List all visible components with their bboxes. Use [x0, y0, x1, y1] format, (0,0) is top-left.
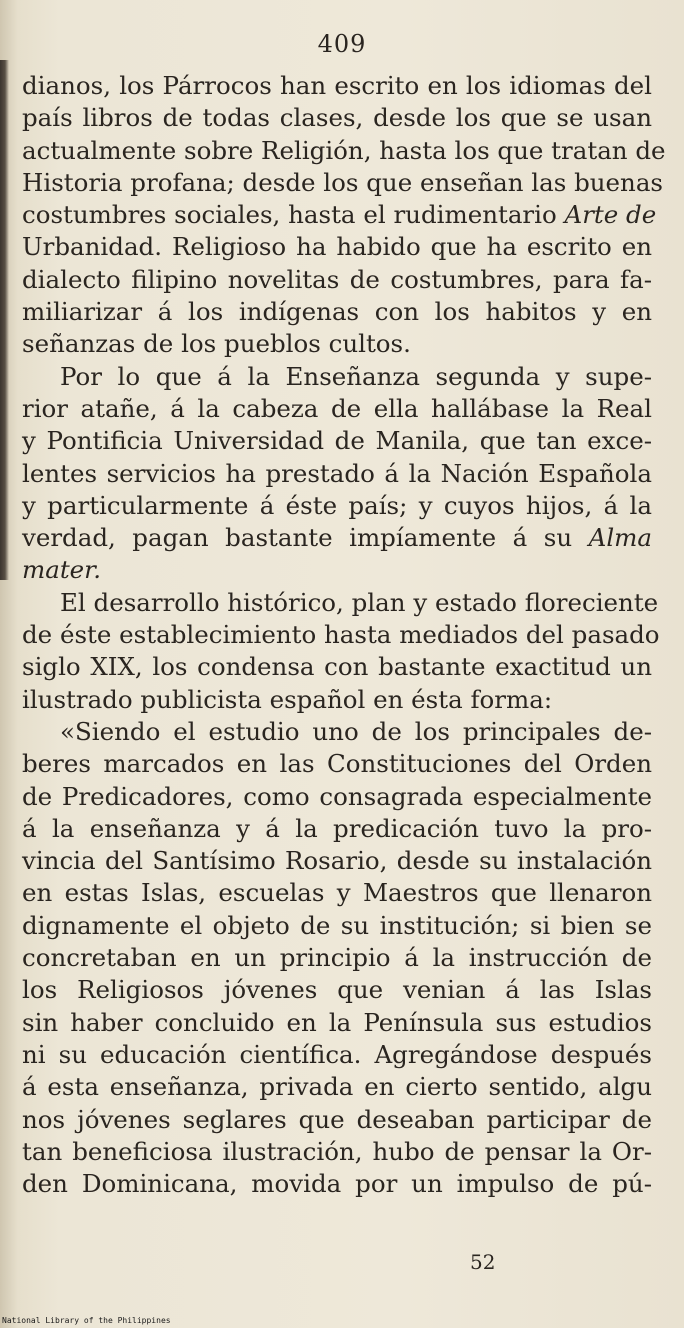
- text-line: nos jóvenes seglares que deseaban participar de: [22, 1104, 652, 1134]
- text-line: «Siendo el estudio uno de los principales de-: [60, 716, 652, 746]
- text-line: de éste establecimiento hasta mediados del pasado: [22, 620, 660, 650]
- text-line: dianos, los Párrocos han escrito en los idiomas del: [22, 71, 652, 100]
- text-line: los Religiosos jóvenes que venian á las Islas: [22, 975, 652, 1005]
- text-line: costumbres sociales, hasta el rudimentario Arte de: [22, 200, 657, 230]
- text-line: siglo XIX, los condensa con bastante exactitud un: [22, 652, 652, 682]
- italic-phrase: mater.: [22, 555, 101, 585]
- text-line: país libros de todas clases, desde los que se usan: [22, 103, 652, 133]
- text-line: concretaban en un principio á la instrucción de: [22, 943, 652, 973]
- text-line: ilustrado publicista español en ésta forma:: [22, 684, 553, 714]
- text-line: Por lo que á la Enseñanza segunda y supe-: [60, 361, 652, 391]
- text-line: Historia profana; desde los que enseñan las buenas: [22, 167, 664, 197]
- text-line: El desarrollo histórico, plan y estado floreciente: [60, 587, 659, 617]
- text-line: á esta enseñanza, privada en cierto sentido, algu: [22, 1072, 652, 1102]
- signature-number: 52: [470, 1250, 496, 1274]
- text-line: y particularmente á éste país; y cuyos hijos, á la: [22, 490, 652, 520]
- text-line: dialecto filipino novelitas de costumbres, para fa-: [22, 264, 652, 294]
- text-line: [22, 554, 652, 586]
- page-spine-shadow: [0, 60, 9, 580]
- italic-phrase: Arte de: [564, 200, 657, 230]
- text-line: actualmente sobre Religión, hasta los que tratan de: [22, 135, 666, 165]
- text-line: miliarizar á los indígenas con los habitos y en: [22, 297, 652, 327]
- page-number: 409: [317, 30, 367, 58]
- text-line: tan beneficiosa ilustración, hubo de pensar la Or-: [22, 1136, 652, 1166]
- text-line: verdad, pagan bastante impíamente á su Alma: [22, 523, 652, 553]
- text-line: dignamente el objeto de su institución; si bien se: [22, 910, 652, 940]
- text-line: beres marcados en las Constituciones del Orden: [22, 749, 652, 779]
- text-line: de Predicadores, como consagrada especialmente: [22, 781, 652, 811]
- text-line: lentes servicios ha prestado á la Nación Española: [22, 458, 652, 488]
- text-line: á la enseñanza y á la predicación tuvo la pro-: [22, 813, 652, 843]
- library-credit: National Library of the Philippines: [2, 1316, 171, 1325]
- text-line: señanzas de los pueblos cultos.: [22, 329, 411, 359]
- text-line: den Dominicana, movida por un impulso de pú-: [22, 1169, 652, 1199]
- body-text: [22, 70, 666, 1200]
- text-line: y Pontificia Universidad de Manila, que tan exce-: [22, 426, 652, 456]
- text-line: Urbanidad. Religioso ha habido que ha escrito en: [22, 232, 652, 262]
- text-line: vincia del Santísimo Rosario, desde su instalación: [22, 846, 652, 876]
- text-line: rior atañe, á la cabeza de ella hallábase la Real: [22, 393, 652, 423]
- text-line: sin haber concluido en la Península sus estudios: [22, 1007, 652, 1037]
- text-line: en estas Islas, escuelas y Maestros que llenaron: [22, 878, 652, 908]
- italic-phrase: Alma: [588, 523, 652, 553]
- text-line: ni su educación científica. Agregándose después: [22, 1039, 652, 1069]
